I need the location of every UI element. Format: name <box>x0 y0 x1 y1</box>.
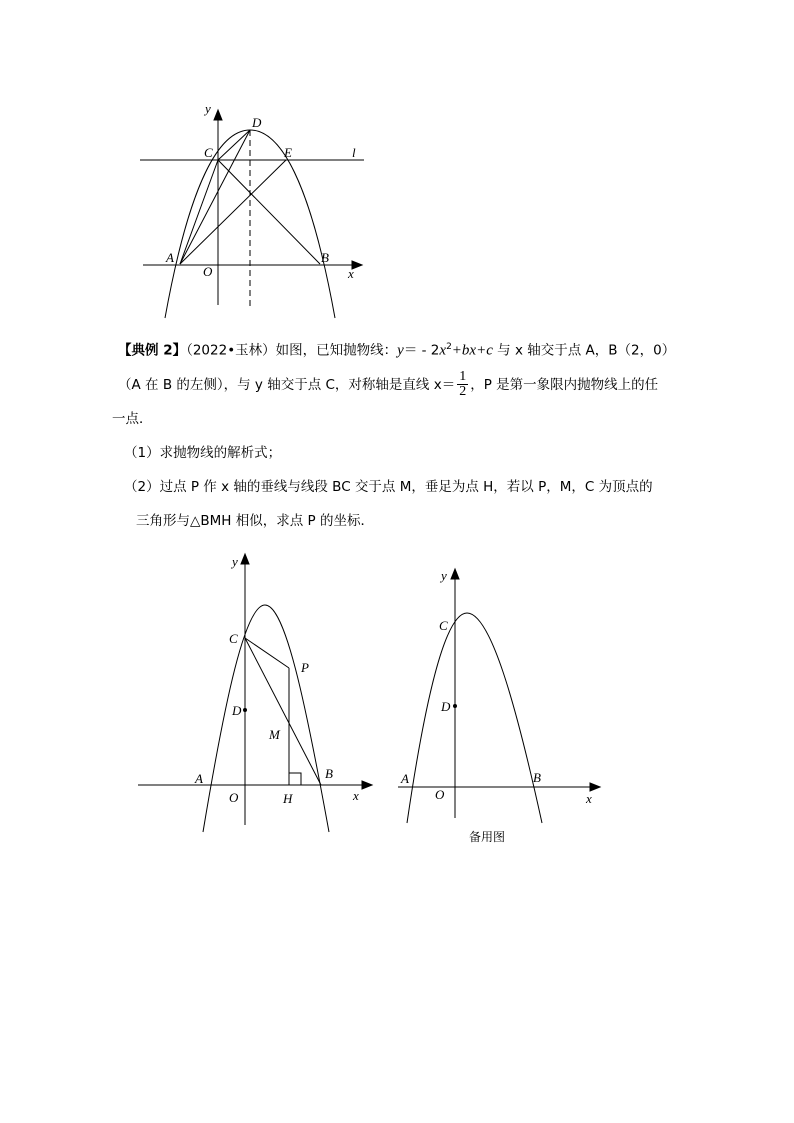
figure-3-axes <box>398 569 600 818</box>
fig1-label-x: x <box>348 266 354 281</box>
figure-2-parabola <box>203 605 329 832</box>
fig1-label-C: C <box>204 145 213 160</box>
fig3-label-x: x <box>586 791 592 806</box>
figure-2-lines <box>245 638 321 785</box>
question-2-a: （2）过点 P 作 x 轴的垂线与线段 BC 交于点 M，垂足为点 H，若以 P，M，C 为顶点的 <box>124 478 653 495</box>
fig2-label-O: O <box>229 790 239 805</box>
eq-x: x <box>439 342 447 359</box>
figure-1-lines <box>140 130 364 310</box>
figure-3-parabola <box>407 613 542 823</box>
figure-2-axes <box>138 554 372 825</box>
eq-mid: ＝ - 2 <box>403 342 440 359</box>
fig1-label-l: l <box>352 145 356 160</box>
eq-y: y <box>397 342 404 359</box>
fig1-label-A: A <box>166 250 174 265</box>
fig2-label-y: y <box>232 554 238 569</box>
eq-sup: 2 <box>446 342 452 352</box>
question-1: （1）求抛物线的解析式； <box>124 444 282 461</box>
problem-source: （2022•玉林） <box>186 342 276 359</box>
problem-tag: 【典例 2】 <box>118 342 187 359</box>
fig1-label-E: E <box>284 145 292 160</box>
fig1-label-D: D <box>252 115 262 130</box>
fig2-label-x: x <box>353 788 359 803</box>
problem-line-3: 一点． <box>112 410 153 427</box>
fig1-label-B: B <box>321 250 329 265</box>
eq-rest: +bx+c <box>451 342 493 359</box>
fig3-label-A: A <box>401 771 409 786</box>
fig2-label-D: D <box>232 703 242 718</box>
fig3-label-C: C <box>439 618 448 633</box>
fig3-caption: 备用图 <box>469 830 506 844</box>
fig2-label-B: B <box>325 766 333 781</box>
fig2-label-C: C <box>229 631 238 646</box>
question-2-b: 三角形与△BMH 相似，求点 P 的坐标． <box>136 512 374 529</box>
line2-b: ，P 是第一象限内抛物线上的任 <box>470 376 659 393</box>
fig1-label-O: O <box>203 264 213 279</box>
frac-num: 1 <box>459 369 467 384</box>
fig3-label-B: B <box>533 770 541 785</box>
figure-3-point-D <box>453 704 457 708</box>
problem-line-1 <box>118 330 688 368</box>
figure-1-axes <box>143 110 362 305</box>
frac-den: 2 <box>459 384 467 399</box>
fig3-label-y: y <box>441 568 447 583</box>
fraction-one-half <box>457 370 468 399</box>
problem-statement <box>112 330 688 538</box>
problem-intro: 如图，已知抛物线： <box>275 342 398 359</box>
fig1-label-y: y <box>205 101 211 116</box>
after-eq: 与 x 轴交于点 A，B（2，0） <box>492 342 676 359</box>
fig3-label-O: O <box>435 787 445 802</box>
fig2-label-H: H <box>283 791 293 806</box>
figure-2-point-D <box>243 708 247 712</box>
fig3-label-D: D <box>441 699 451 714</box>
fig2-label-P: P <box>301 660 309 675</box>
problem-line-2 <box>118 368 688 402</box>
line2-a: （A 在 B 的左侧），与 y 轴交于点 C，对称轴是直线 x＝ <box>118 376 456 393</box>
fig2-label-A: A <box>195 771 203 786</box>
fig2-label-M: M <box>269 727 280 742</box>
